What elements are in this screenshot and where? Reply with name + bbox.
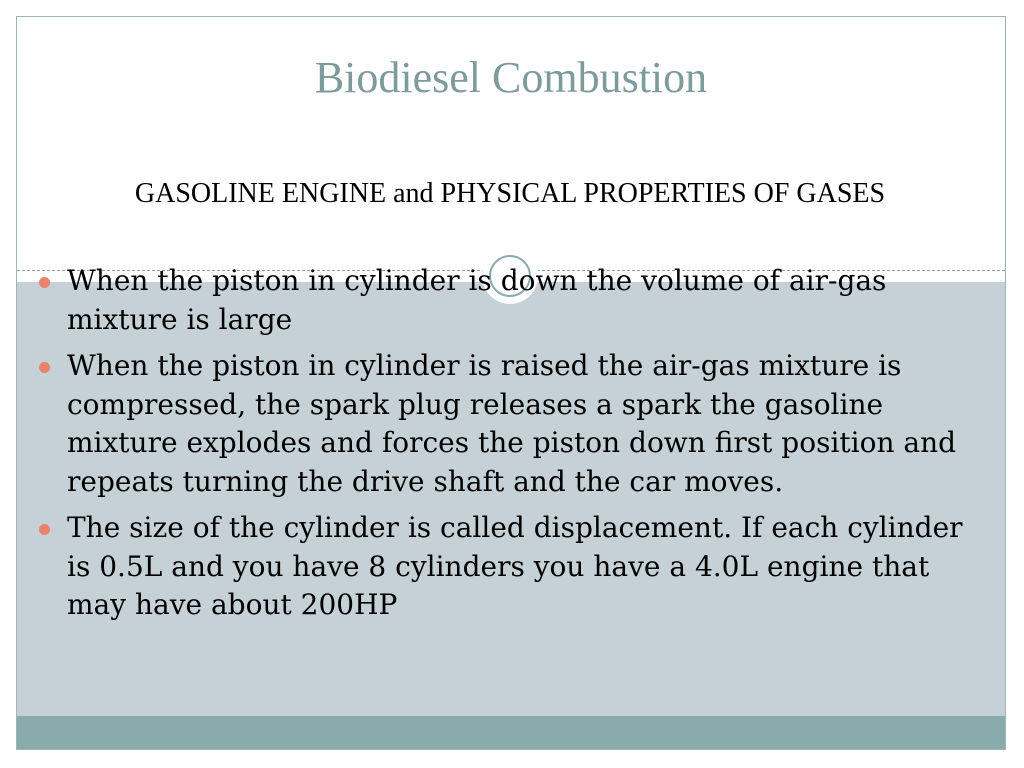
bullet-item [36,262,966,339]
bullet-text: The size of the cylinder is called displacement. If each cylinder is 0.5L and you have 8 cylinders you have a 4.0L engine that may have about 200HP [67,511,963,621]
bullet-item [36,509,966,625]
bullet-icon [39,277,50,288]
slide-title: Biodiesel Combustion [314,53,708,102]
bullet-list [36,262,966,633]
bullet-item [36,347,966,501]
footer-bar [17,716,1005,749]
bullet-text: When the piston in cylinder is down the volume of air-gas mixture is large [67,264,887,336]
bullet-icon [39,362,50,373]
bullet-icon [39,524,50,535]
slide-subtitle: GASOLINE ENGINE and PHYSICAL PROPERTIES OF GASES [134,178,886,209]
bullet-text: When the piston in cylinder is raised the air-gas mixture is compressed, the spark plug releases a spark the gasoline mixture explodes and forces the piston down first position and repeats turning the drive shaft and the car moves. [67,349,957,498]
